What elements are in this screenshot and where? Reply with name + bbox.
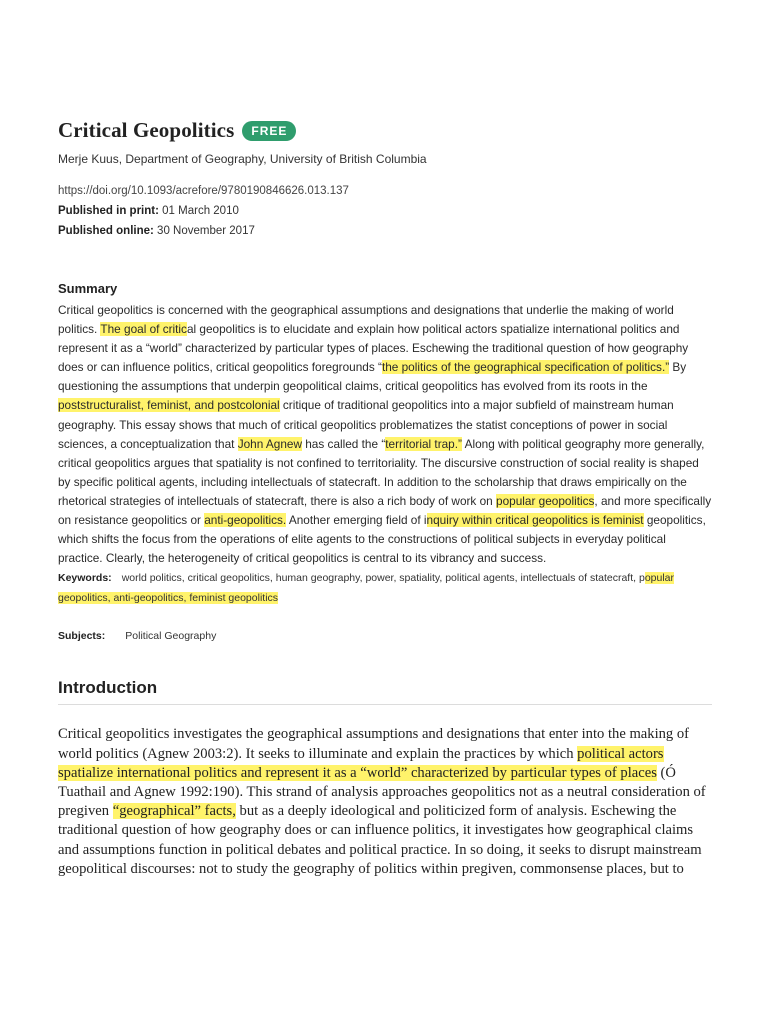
author-line: Merje Kuus, Department of Geography, University of British Columbia bbox=[58, 152, 427, 166]
free-badge: FREE bbox=[242, 121, 296, 141]
highlighted-text: nquiry within critical geopolitics is feminist bbox=[426, 513, 644, 528]
summary-text bbox=[58, 301, 712, 568]
text-run: (Ó Tuathail and Agnew 1992:190). This strand of analysis approaches geopolitics not as a neutral consideration of pregiven bbox=[58, 764, 706, 820]
summary-heading: Summary bbox=[58, 281, 118, 296]
text-run: Another emerging field of i bbox=[286, 513, 427, 528]
highlighted-text: poststructuralist, feminist, and postcolonial bbox=[58, 398, 280, 413]
published-online-label: Published online: bbox=[58, 225, 154, 237]
published-print-label: Published in print: bbox=[58, 205, 159, 217]
publication-meta bbox=[58, 181, 712, 241]
text-run: Critical geopolitics is concerned with the geographical assumptions and designations that underlie the making of world politics. bbox=[58, 303, 674, 337]
published-print-date: 01 March 2010 bbox=[162, 205, 239, 217]
text-run: geopolitics, which shifts the focus from the operations of elite agents to the constructions of political subjects in everyday political practice. Clearly, the heterogeneity of critical geopolitics is central to its vibrancy and success. bbox=[58, 513, 706, 566]
introduction-text bbox=[58, 725, 712, 879]
subjects bbox=[58, 630, 712, 642]
text-run: world politics, critical geopolitics, human geography, power, spatiality, political agents, intellectuals of statecraft, p bbox=[121, 572, 645, 585]
title-row bbox=[58, 118, 712, 143]
text-run: By questioning the assumptions that underpin geopolitical claims, critical geopolitics has evolved from its roots in the bbox=[58, 360, 687, 394]
highlighted-text: political actors spatialize international politics and represent it as a “world” characterized by particular types of places bbox=[58, 745, 664, 781]
article-title: Critical Geopolitics bbox=[58, 118, 235, 142]
text-run: Critical geopolitics investigates the geographical assumptions and designations that enter into the making of world politics (Agnew 2003:2). It seeks to illuminate and explain the practices by which bbox=[58, 726, 690, 762]
text-run: Along with political geography more generally, critical geopolitics argues that spatiality is not confined to territoriality. The discursive construction of social reality is shaped by specific political agents, including intellectuals of statecraft. In addition to the scholarship that draws empirically on the rhetorical strategies of intellectuals of statecraft, there is also a rich body of work on bbox=[58, 436, 705, 508]
introduction-heading: Introduction bbox=[58, 678, 712, 705]
keywords bbox=[58, 568, 712, 608]
published-print bbox=[58, 201, 712, 221]
text-run: al geopolitics is to elucidate and explain how political actors spatialize international politics and represent it as a “world” characterized by particular types of places. Eschewing the traditional question of how geography does or can influence politics, critical geopolitics foregrounds “ bbox=[58, 322, 689, 375]
highlighted-text: territorial trap.” bbox=[385, 436, 462, 451]
highlighted-text: popular geopolitics bbox=[496, 493, 595, 508]
highlighted-text: anti-geopolitics. bbox=[204, 513, 287, 528]
keywords-label: Keywords: bbox=[58, 572, 112, 585]
text-run: critique of traditional geopolitics into a major subfield of mainstream human geography. This essay shows that much of critical geopolitics problematizes the statist conceptions of power in social sciences, a conceptualization that bbox=[58, 398, 674, 451]
text-run: , and more specifically on resistance geopolitics or bbox=[58, 493, 712, 528]
text-run: but as a deeply ideological and politicized form of analysis. Eschewing the traditional question of how geography does or can influence politics, it investigates how geographical claims and assumptions function in political debates and political practice. In so doing, it seeks to disrupt mainstream geopolitical discourses: not to study the geography of politics within pregiven, commonsense places, but to bbox=[58, 803, 702, 877]
highlighted-text: John Agnew bbox=[237, 436, 302, 451]
text-run: has called the “ bbox=[301, 436, 386, 451]
highlighted-text: “geographical” facts, bbox=[112, 803, 236, 820]
published-online bbox=[58, 221, 712, 241]
published-online-date: 30 November 2017 bbox=[157, 225, 255, 237]
subjects-label: Subjects: bbox=[58, 630, 106, 643]
doi-link[interactable]: https://doi.org/10.1093/acrefore/9780190846626.013.137 bbox=[58, 185, 349, 197]
highlighted-text: The goal of critic bbox=[100, 322, 187, 337]
subjects-value[interactable]: Political Geography bbox=[125, 630, 217, 643]
highlighted-text: the politics of the geographical specification of politics.” bbox=[381, 360, 670, 375]
keywords-list bbox=[58, 572, 674, 604]
highlighted-text: opular geopolitics, anti-geopolitics, feminist geopolitics bbox=[58, 572, 675, 605]
